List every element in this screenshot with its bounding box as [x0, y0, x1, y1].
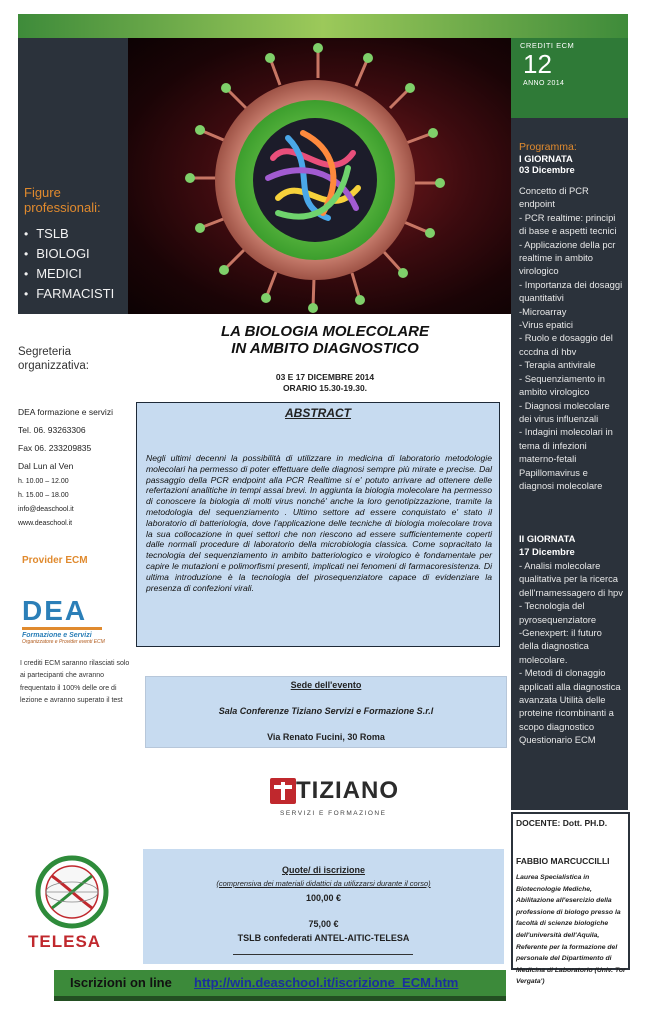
list-item: Concetto di PCR endpoint	[519, 185, 589, 210]
credits-label: CREDITI ECM	[520, 41, 575, 50]
docente-label: DOCENTE: Dott. PH.D.	[516, 818, 608, 828]
list-item: - Indagini molecolari in tema di infezioni materno-fetali Papillomavirus e diagnosi molecolare	[519, 426, 613, 491]
list-item: - Metodi di clonaggio applicati alla diagnostica avanzata Utilità delle proteine ricombinanti a scopo diagnostico Questionario ECM	[519, 667, 621, 746]
list-item: -Virus epatici	[519, 319, 574, 331]
segreteria-title-line-2: organizzativa:	[18, 360, 89, 372]
day1-title: I GIORNATA	[519, 153, 573, 164]
abstract-box	[136, 402, 500, 647]
list-item: -Genexpert: il futuro della diagnostica molecolare.	[519, 627, 602, 665]
ecm-credits-note: I crediti ECM saranno rilasciati solo ai partecipanti che avranno frequentato il 100% delle ore di lezione e avranno superato il test	[20, 660, 130, 705]
fee-reduced: 75,00 €	[308, 919, 339, 929]
list-item: - Terapia antivirale	[519, 359, 596, 371]
segreteria-title	[18, 345, 133, 373]
dea-logo-text: DEA	[22, 595, 88, 626]
tiziano-name: TIZIANO	[296, 777, 399, 804]
dea-logo-subtitle: Formazione e Servizi	[22, 632, 92, 639]
virus-icon	[128, 38, 511, 314]
event-date-line: 03 E 17 DICEMBRE 2014	[275, 372, 375, 382]
list-item: - Ruolo e dosaggio del cccdna di hbv	[519, 332, 613, 357]
list-item: • FARMACISTI	[24, 284, 134, 304]
list-item: - Diagnosi molecolare dei virus influenzali	[519, 399, 610, 424]
website-link[interactable]: www.deaschool.it	[18, 520, 73, 527]
docente-name: FABBIO MARCUCCILLI	[516, 856, 610, 866]
registration-label: Iscrizioni on line	[70, 975, 172, 990]
divider	[233, 954, 413, 955]
office-hours-afternoon: h. 15.00 – 18.00	[18, 492, 69, 499]
list-item: - Sequenziamento in ambito virologico	[519, 372, 605, 398]
virus-illustration	[128, 38, 511, 314]
fee-reduced-note: TSLB confederati ANTEL-AITIC-TELESA	[237, 933, 410, 943]
segreteria-contacts	[18, 403, 133, 531]
email-link[interactable]: info@deaschool.it	[18, 506, 74, 513]
title-line-2: IN AMBITO DIAGNOSTICO	[231, 340, 419, 357]
tiziano-logo	[270, 776, 399, 824]
tiziano-logo-icon	[270, 778, 296, 804]
title-line-1: LA BIOLOGIA MOLECOLARE	[220, 323, 430, 340]
fee-standard: 100,00 €	[305, 893, 342, 903]
list-item: -Microarray	[519, 305, 567, 317]
day2-list	[519, 559, 624, 747]
fees-subtitle: (comprensiva dei materiali didattici da utilizzarsi durante il corso)	[216, 879, 431, 888]
program-heading: Programma:	[519, 141, 577, 153]
segreteria-title-line-1: Segreteria	[18, 346, 72, 358]
venue-box	[145, 676, 507, 748]
telesa-logo	[26, 852, 118, 956]
list-item: - Importanza dei dosaggi quantitativi	[519, 278, 623, 304]
abstract-title: ABSTRACT	[285, 406, 351, 420]
registration-link[interactable]: http://win.deaschool.it/iscrizione_ECM.htm	[194, 975, 459, 990]
program-column	[511, 118, 628, 810]
list-item: - Analisi molecolare qualitativa per la ricerca dell'rnamessagero di hpv	[519, 560, 623, 598]
list-item: - Tecnologia del pyrosequenziatore	[519, 600, 597, 625]
venue-address: Via Renato Fucini, 30 Roma	[267, 732, 385, 742]
fax-number: Fax 06. 233209835	[18, 443, 92, 453]
registration-bar-shadow	[54, 996, 506, 1001]
page-title	[200, 323, 450, 357]
docente-bio: Laurea Specialistica in Biotecnologie Mediche, Abilitazione all'esercizio della professione di biologo presso la facoltà di scienze biologiche dell'università dell'Aquila, Referente per la formazione del personale del Dipartimento di Medicina di Laboratorio (Univ. Tor Vergata')	[516, 874, 626, 986]
dea-logo-bar	[22, 627, 102, 630]
dea-logo-caption: Organizzatore e Provider eventi ECM	[22, 639, 105, 645]
docente-box	[511, 812, 630, 986]
list-item: • MEDICI	[24, 264, 134, 284]
tiziano-subtitle: SERVIZI E FORMAZIONE	[280, 810, 387, 817]
event-hours-line: ORARIO 15.30-19.30.	[282, 383, 368, 393]
day1-list	[519, 184, 624, 492]
provider-ecm-label: Provider ECM	[22, 555, 88, 566]
credits-value: 12	[523, 49, 552, 79]
list-item: • TSLB	[24, 224, 134, 244]
list-item: - PCR realtime: principi di base e aspetti tecnici	[519, 211, 617, 237]
event-dates	[200, 372, 450, 394]
venue-name: Sala Conferenze Tiziano Servizi e Formazione S.r.l	[218, 706, 434, 716]
dea-logo	[22, 596, 112, 652]
phone-number: Tel. 06. 93263306	[18, 425, 86, 435]
telesa-text: TELESA	[28, 932, 102, 951]
list-item: - Applicazione della pcr realtime in ambito virologico	[519, 238, 616, 277]
day2-title: II GIORNATA	[519, 533, 576, 544]
office-hours-morning: h. 10.00 – 12.00	[18, 478, 69, 485]
fees-title: Quote/ di iscrizione	[281, 865, 365, 875]
venue-title: Sede dell'evento	[290, 680, 362, 690]
registration-bar	[54, 970, 506, 996]
abstract-text: Negli ultimi decenni la possibilità di utilizzare in medicina di laboratorio metodologie molecolari ha permesso di poter effettuare delle diagnosi sempre più mirate e precise. Dal passaggio della PCR endpoint alla PCR Realtime si e' potuto arrivare ad ottenere delle refertazioni analitiche in tempi assai brevi. In aggiunta la biologia molecolare ha permesso di conoscere la biologia di molti virus nonché' anche la loro genotipizzazione, tramite la metodologia del sequenziamento . Ultimo settore ad essere conquistato e' stato il laboratorio di batteriologia, dove l'applicazione delle tecniche di biologia molecolare trova la sua collocazione in quei settori che non riescono ad essere sufficientemente coperti dalle normali procedure di laboratorio della microbiologia classica. Come sopracitato la tecnologia del sequenziamento in ambito batteriologico e virologico è fondamentale per capire le mutazioni e polimorfismi presenti, implicati nei fenomeni di farmacoresistenza. Di ultima introduzione è la tecnologia del pirosequenziatore capace di evidenziare la presenza di confezioni virali.	[146, 453, 492, 593]
fees-box	[143, 849, 504, 964]
list-item: • BIOLOGI	[24, 244, 134, 264]
figure-professionali-title: Figure professionali:	[24, 185, 101, 215]
day1-date: 03 Dicembre	[519, 164, 575, 175]
figure-professionali-list	[24, 224, 134, 304]
telesa-globe-icon	[26, 852, 118, 932]
credits-year: ANNO 2014	[523, 80, 565, 87]
credits-box	[511, 38, 628, 118]
office-days: Dal Lun al Ven	[18, 461, 74, 471]
top-decorative-stripe	[18, 14, 628, 38]
org-name: DEA formazione e servizi	[18, 407, 113, 417]
day2-date: 17 Dicembre	[519, 546, 575, 557]
